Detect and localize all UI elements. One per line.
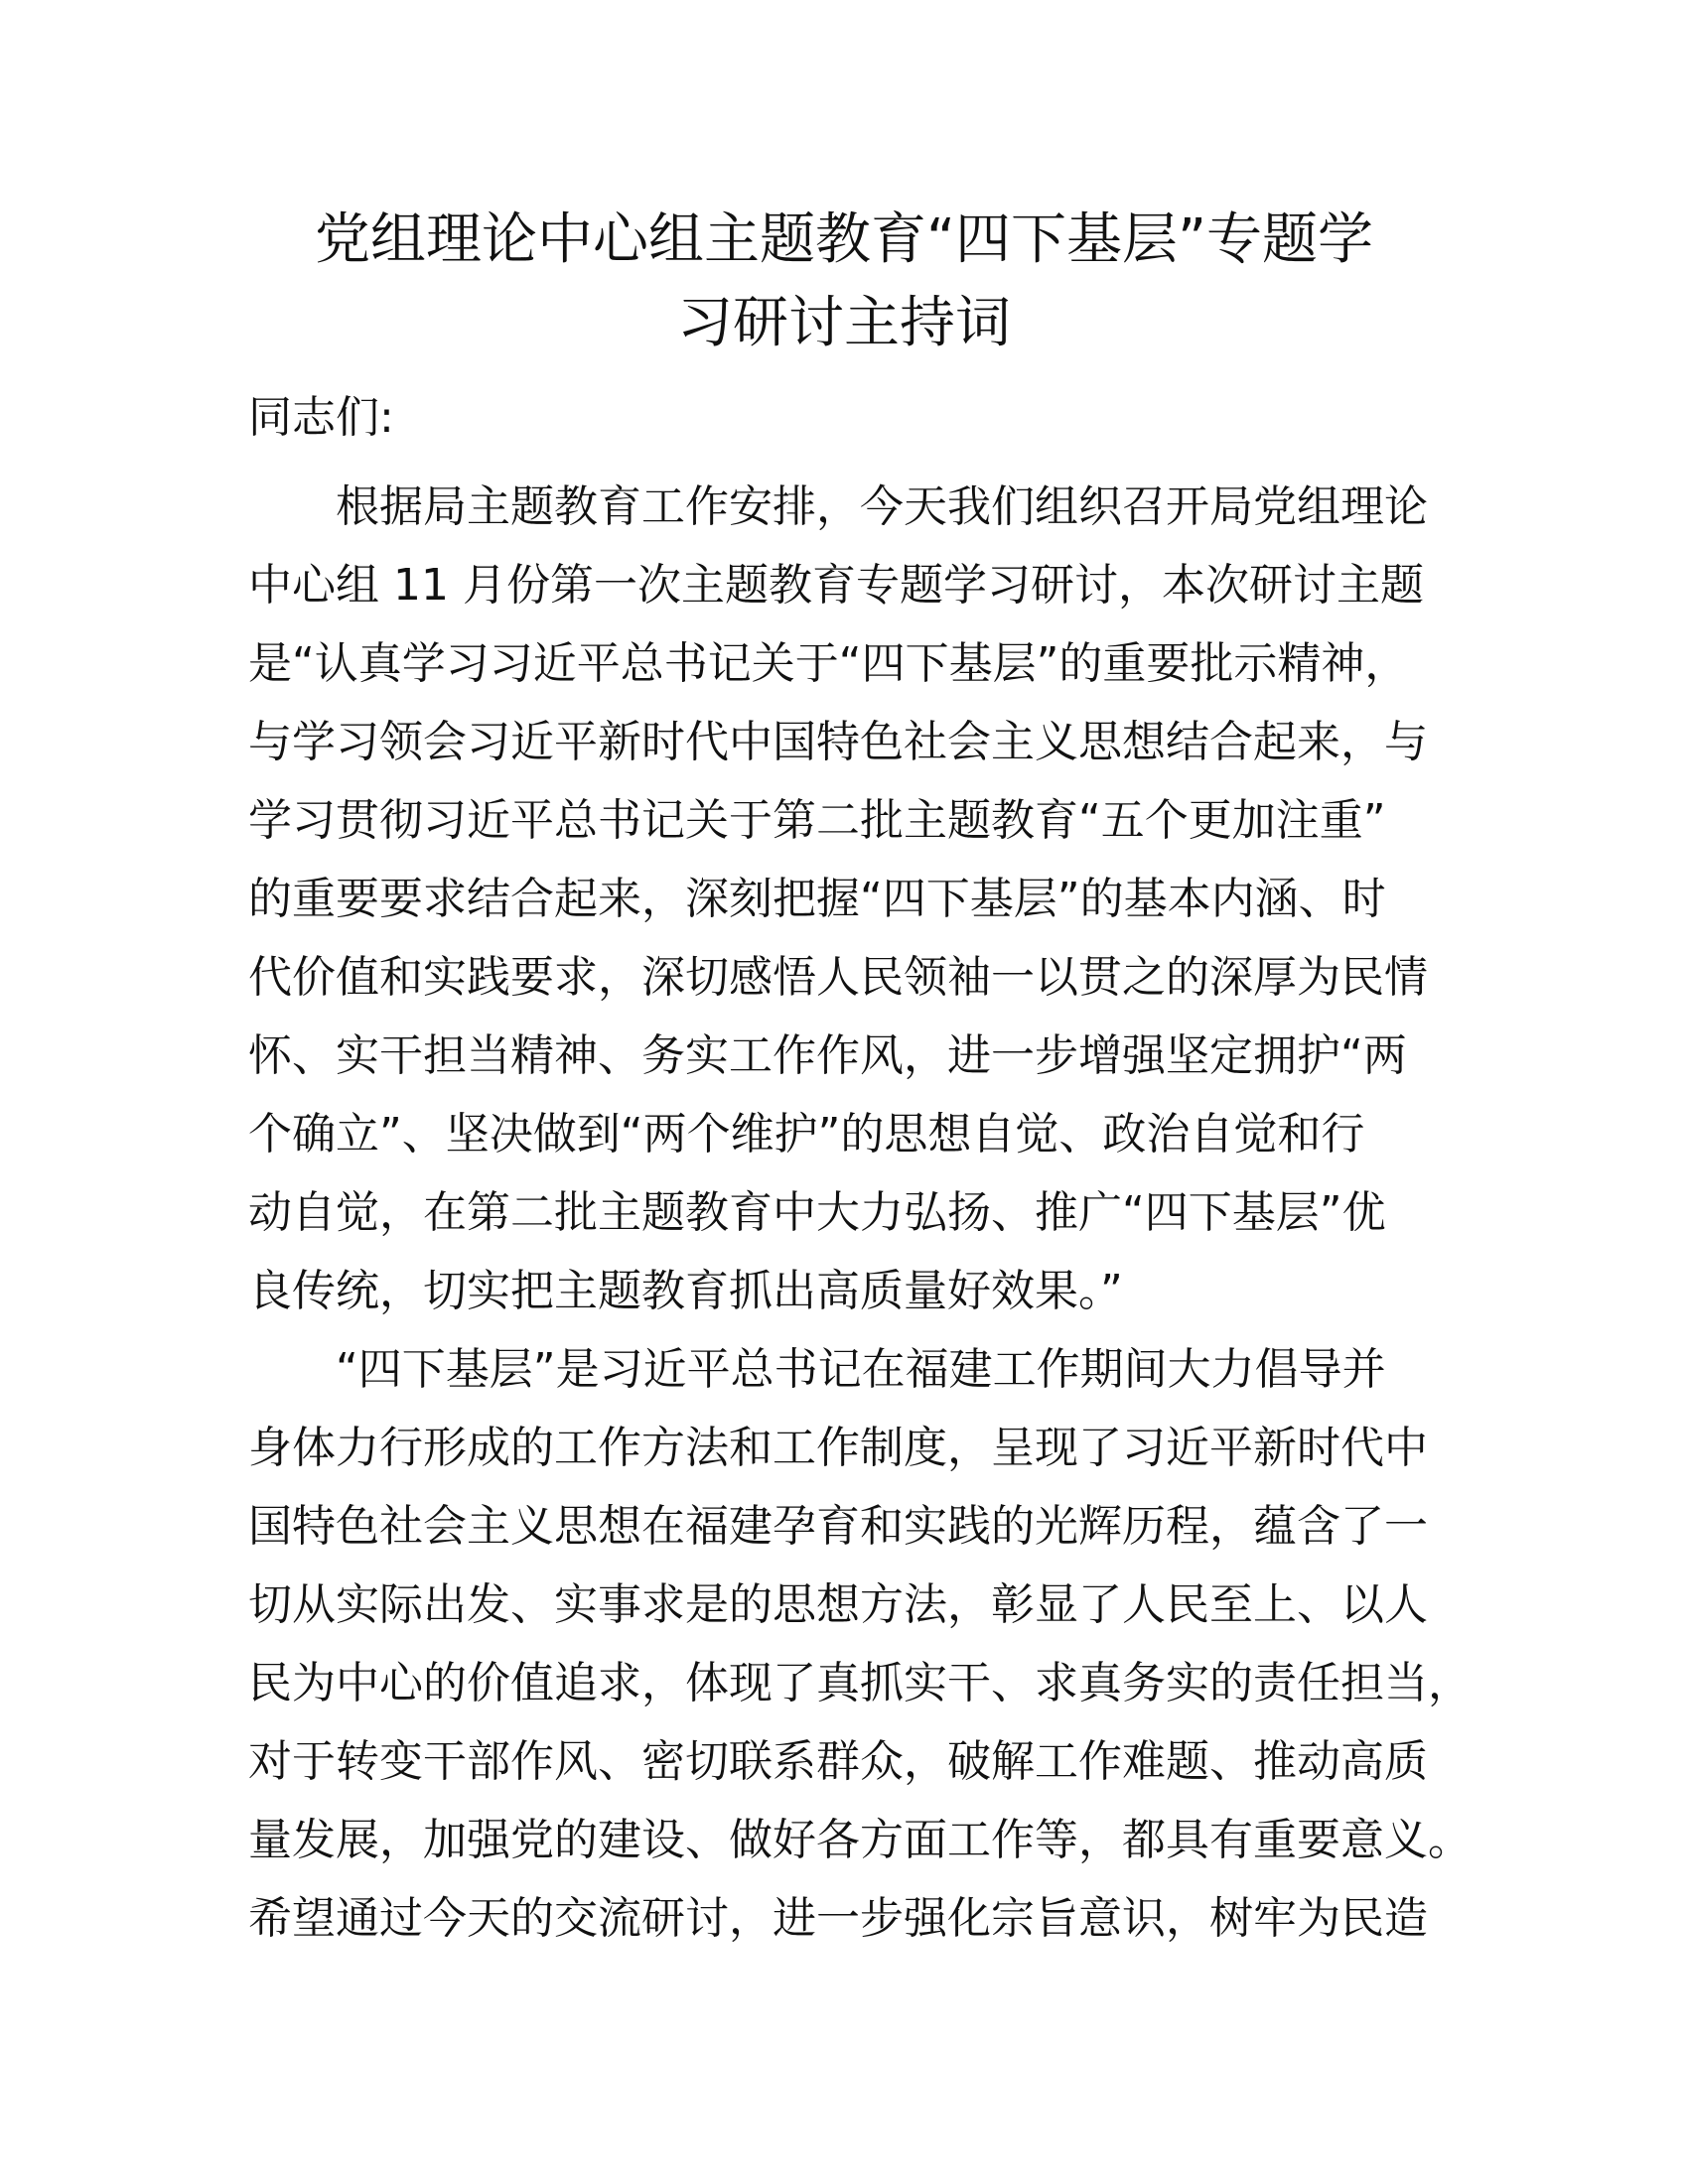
paragraph-line: 中心组 11 月份第一次主题教育专题学习研讨，本次研讨主题 bbox=[248, 560, 1424, 611]
salutation-text: 同志们: bbox=[248, 392, 394, 443]
paragraph-line: 希望通过今天的交流研讨，进一步强化宗旨意识，树牢为民造 bbox=[248, 1893, 1428, 1944]
paragraph-line: 良传统，切实把主题教育抓出高质量好效果。” bbox=[248, 1266, 1123, 1316]
paragraph-line: 根据局主题教育工作安排，今天我们组织召开局党组理论 bbox=[336, 481, 1428, 532]
salutation bbox=[248, 378, 1479, 457]
paragraph-line: 与学习领会习近平新时代中国特色社会主义思想结合起来，与 bbox=[248, 717, 1428, 767]
paragraph-line: 的重要要求结合起来，深刻把握“四下基层”的基本内涵、时 bbox=[248, 874, 1386, 924]
paragraph-line: 国特色社会主义思想在福建孕育和实践的光辉历程，蕴含了一 bbox=[248, 1501, 1428, 1552]
paragraph-line: 切从实际出发、实事求是的思想方法，彰显了人民至上、以人 bbox=[248, 1579, 1428, 1630]
paragraph-line: 民为中心的价值追求，体现了真抓实干、求真务实的责任担当， bbox=[248, 1658, 1472, 1708]
paragraph-line: 怀、实干担当精神、务实工作作风，进一步增强坚定拥护“两 bbox=[248, 1030, 1407, 1081]
paragraph-line: 动自觉，在第二批主题教育中大力弘扬、推广“四下基层”优 bbox=[248, 1187, 1386, 1238]
document-title bbox=[199, 199, 1489, 365]
paragraph-line: 学习贯彻习近平总书记关于第二批主题教育“五个更加注重” bbox=[248, 795, 1386, 846]
paragraph-2 bbox=[248, 1330, 1479, 1958]
paragraph-1 bbox=[248, 468, 1479, 1330]
paragraph-line: 是“认真学习习近平总书记关于“四下基层”的重要批示精神， bbox=[248, 638, 1409, 689]
title-line: 习研讨主持词 bbox=[677, 291, 1011, 355]
paragraph-line: 量发展，加强党的建设、做好各方面工作等，都具有重要意义。 bbox=[248, 1815, 1472, 1865]
title-line: 党组理论中心组主题教育“四下基层”专题学 bbox=[314, 207, 1374, 272]
paragraph-line: 对于转变干部作风、密切联系群众，破解工作难题、推动高质 bbox=[248, 1736, 1428, 1787]
paragraph-line: 代价值和实践要求，深切感悟人民领袖一以贯之的深厚为民情 bbox=[248, 952, 1428, 1003]
paragraph-line: “四下基层”是习近平总书记在福建工作期间大力倡导并 bbox=[336, 1344, 1386, 1395]
paragraph-line: 个确立”、坚决做到“两个维护”的思想自觉、政治自觉和行 bbox=[248, 1109, 1365, 1160]
paragraph-line: 身体力行形成的工作方法和工作制度，呈现了习近平新时代中 bbox=[248, 1423, 1428, 1473]
